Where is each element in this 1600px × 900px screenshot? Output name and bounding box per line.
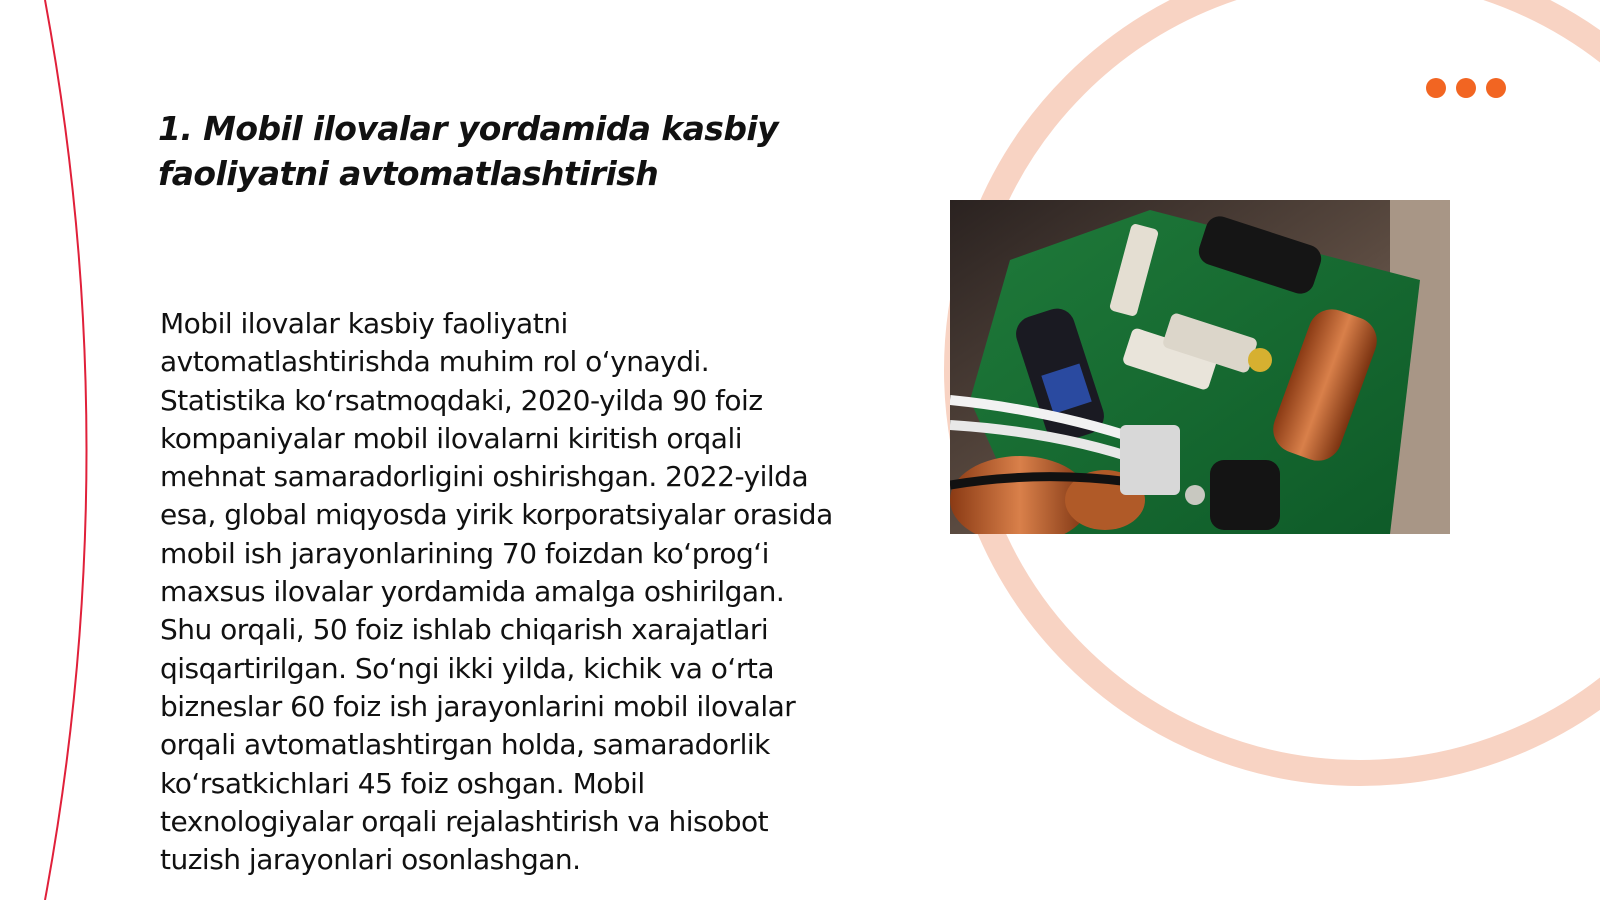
circuit-board-photo: [950, 200, 1450, 534]
dot-icon: [1486, 78, 1506, 98]
decorative-dots: [1426, 78, 1516, 102]
decorative-left-curve: [45, 0, 87, 900]
slide-title: 1. Mobil ilovalar yordamida kasbiy faoliyatni avtomatlashtirish: [158, 109, 778, 193]
slide-body-text: Mobil ilovalar kasbiy faoliyatni avtomatlashtirishda muhim rol o‘ynaydi. Statistika ko‘rsatmoqdaki, 2020-yilda 90 foiz kompaniyalar mobil ilovalarni kiritish orqali mehnat samaradorligini oshirishgan. 2022-yilda esa, global miqyosda yirik korporatsiyalar orasida mobil ish jarayonlarining 70 foizdan ko‘prog‘i maxsus ilovalar yordamida amalga oshirilgan. Shu orqali, 50 foiz ishlab chiqarish xarajatlari qisqartirilgan. So‘ngi ikki yilda, kichik va o‘rta bizneslar 60 foiz ish jarayonlarini mobil ilovalar orqali avtomatlashtirgan holda, samaradorlik ko‘rsatkichlari 45 foiz oshgan. Mobil texnologiyalar orqali rejalashtirish va hisobot tuzish jarayonlari osonlashgan.: [160, 307, 833, 877]
dot-icon: [1456, 78, 1476, 98]
dot-icon: [1426, 78, 1446, 98]
